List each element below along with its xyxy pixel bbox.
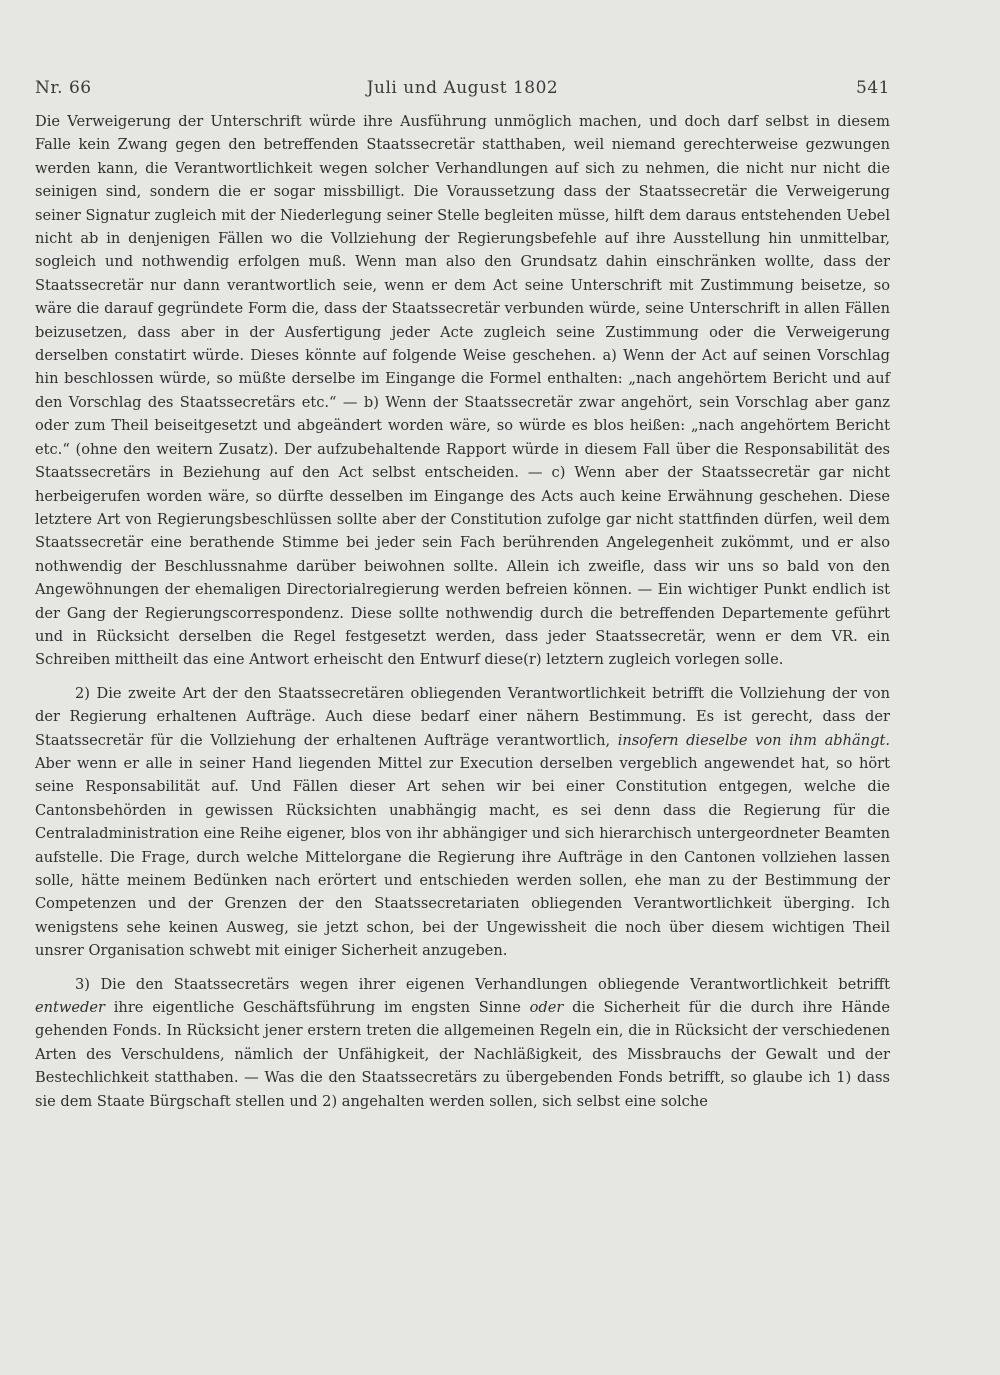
document-number: Nr. 66 [35,78,92,98]
text-segment: 2) Die zweite Art der den Staatssecretären obliegenden Verantwortlichkeit betrifft die Vollziehung der von der Regierung erhaltenen Aufträge. Auch diese bedarf einer nähern Bestimmung. Es ist gerecht, dass der Staatssecretär für die Vollziehung der erhaltenen Aufträge verantwortlich, [35,684,890,749]
text-segment: 3) Die den Staatssecretärs wegen ihrer eigenen Verhandlungen obliegende Verantwortlichkeit betrifft [75,975,890,993]
paragraph-2 [35,682,890,963]
italic-segment: oder [529,999,564,1017]
text-segment: Die Verweigerung der Unterschrift würde ihre Ausführung unmöglich machen, und doch darf selbst in diesem Falle kein Zwang gegen den betreffenden Staatssecretär statthaben, weil niemand gerechterweise gezwungen werden kann, die Verantwortlichkeit wegen solcher Verhandlungen auf sich zu nehmen, die nicht nur nicht die seinigen sind, sondern die er sogar missbilligt. Die Voraussetzung dass der Staatssecretär die Verweigerung seiner Signatur zugleich mit der Niederlegung seiner Stelle begleiten müsse, hilft dem daraus entstehenden Uebel nicht ab in denjenigen Fällen wo die Vollziehung der Regierungsbefehle auf ihre Ausstellung hin unmittelbar, sogleich und nothwendig erfolgen muß. Wenn man also den Grundsatz dahin einschränken wollte, dass der Staatssecretär nur dann verantwortlich seie, wenn er dem Act seine Unterschrift mit Zustimmung beisetze, so wäre die darauf gegründete Form die, dass der Staatssecretär verbunden würde, seine Unterschrift in allen Fällen beizusetzen, dass aber in der Ausfertigung jeder Acte zugleich seine Zustimmung oder die Verweigerung derselben constatirt würde. Dieses könnte auf folgende Weise geschehen. a) Wenn der Act auf seinen Vorschlag hin beschlossen würde, so müßte derselbe im Eingange die Formel enthalten: „nach angehörtem Bericht und auf den Vorschlag des Staatssecretärs etc.“ — b) Wenn der Staatssecretär zwar angehört, sein Vorschlag aber ganz oder zum Theil beiseitgesetzt und abgeändert worden wäre, so würde es blos heißen: „nach angehörtem Bericht etc.“ (ohne den weitern Zusatz). Der aufzubehaltende Rapport würde in diesem Fall über die Responsabilität des Staatssecretärs in Beziehung auf den Act selbst entscheiden. — c) Wenn aber der Staatssecretär gar nicht herbeigerufen worden wäre, so dürfte desselben im Eingange des Acts auch keine Erwähnung geschehen. Diese letztere Art von Regierungsbeschlüssen sollte aber der Constitution zufolge gar nicht stattfinden dürfen, weil dem Staatssecretär eine berathende Stimme bei jeder sein Fach berührenden Angelegenheit zukömmt, und er also nothwendig der Beschlussnahme darüber beiwohnen sollte. Allein ich zweifle, dass wir uns so bald von den Angewöhnungen der ehemaligen Directorialregierung werden befreien können. — Ein wichtiger Punkt endlich ist der Gang der Regierungscorrespondenz. Diese sollte nothwendig durch die betreffenden Departemente geführt und in Rücksicht derselben die Regel festgesetzt werden, dass jeder Staatssecretär, wenn er dem VR. ein Schreiben mittheilt das eine Antwort erheischt den Entwurf diese(r) letztern zugleich vorlegen solle. [35,113,890,669]
date-heading: Juli und August 1802 [366,78,559,98]
running-head [35,78,890,104]
body-text [35,110,890,1113]
text-segment: die Sicherheit für die durch ihre Hände gehenden Fonds. In Rücksicht jener erstern treten die allgemeinen Regeln ein, die in Rücksicht der verschiedenen Arten des Verschuldens, nämlich der Unfähigkeit, der Nachläßigkeit, des Missbrauchs der Gewalt und der Bestechlichkeit statthaben. — Was die den Staatssecretärs zu übergebenden Fonds betrifft, so glaube ich 1) dass sie dem Staate Bürgschaft stellen und 2) angehalten werden sollen, sich selbst eine solche [35,999,890,1110]
paragraph-3 [35,973,890,1113]
page-number: 541 [856,78,890,98]
italic-segment: entweder [35,999,105,1017]
text-segment: Aber wenn er alle in seiner Hand liegenden Mittel zur Execution derselben vergeblich angewendet hat, so hört seine Responsabilität auf. Und Fällen dieser Art sehen wir bei einer Constitution entgegen, welche die Cantonsbehörden in gewissen Rücksichten unabhängig macht, es sei denn dass die Regierung für die Centraladministration eine Reihe eigener, blos von ihr abhängiger und sich hierarchisch untergeordneter Beamten aufstelle. Die Frage, durch welche Mittelorgane die Regierung ihre Aufträge in den Cantonen vollziehen lassen solle, hätte meinem Bedünken nach erörtert und entschieden werden sollen, ehe man zu der Bestimmung der Competenzen und der Grenzen der den Staatssecretariaten obliegenden Verantwortlichkeit überging. Ich wenigstens sehe keinen Ausweg, sie jetzt schon, bei der Ungewissheit die noch über diesem wichtigen Theil unsrer Organisation schwebt mit einiger Sicherheit anzugeben. [35,754,890,960]
text-segment: ihre eigentliche Geschäftsführung im engsten Sinne [104,999,530,1017]
paragraph-1 [35,110,890,672]
italic-segment: insofern dieselbe von ihm abhängt. [617,731,890,749]
